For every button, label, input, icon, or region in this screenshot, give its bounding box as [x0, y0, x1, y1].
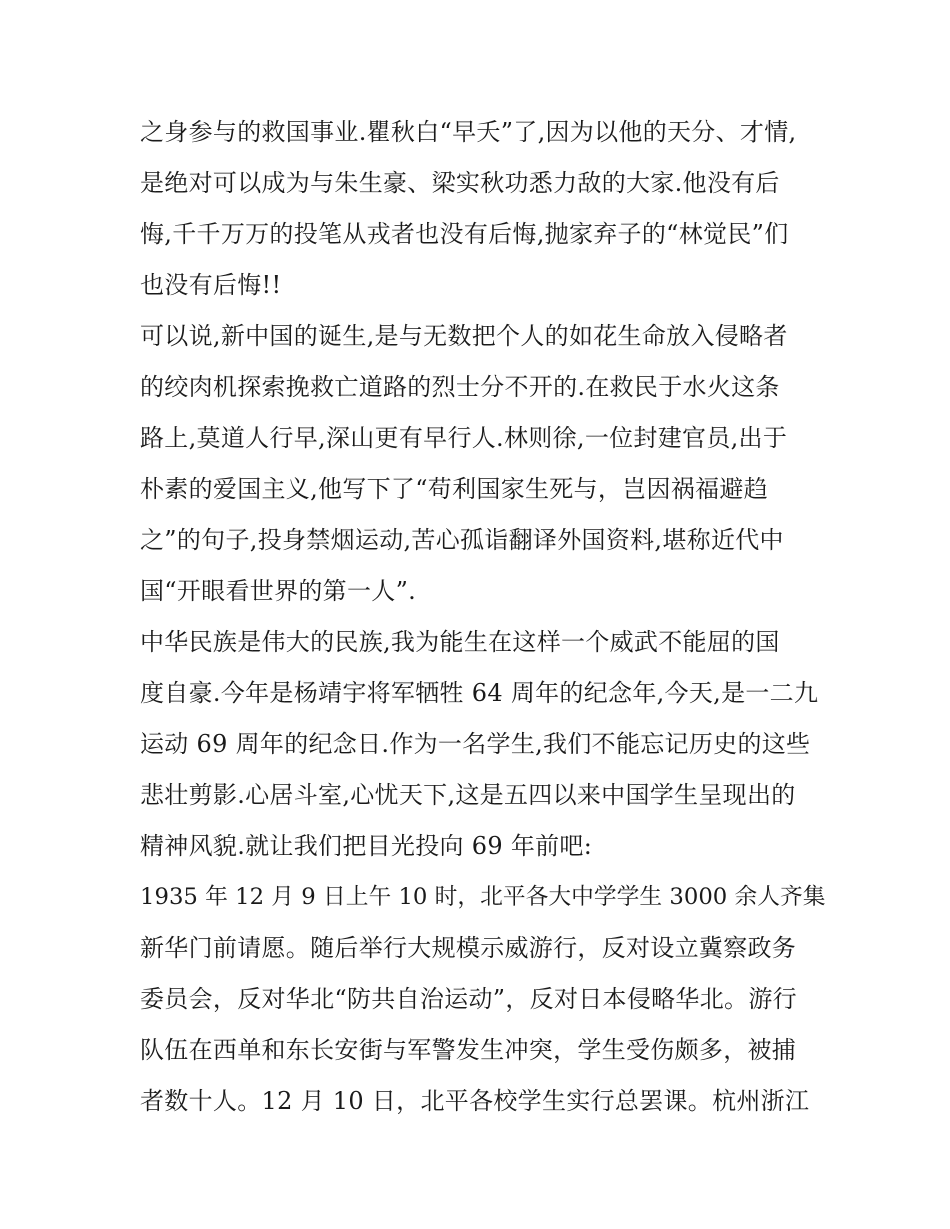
text-line: 委员会，反对华北“防共自治运动”，反对日本侵略华北。游行 — [140, 985, 797, 1013]
text-line: 的绞肉机探索挽救亡道路的烈士分不开的.在救民于水火这条 — [140, 373, 780, 401]
text-line: 精神风貌.就让我们把目光投向 69 年前吧: — [140, 832, 593, 860]
text-line: 度自豪.今年是杨靖宇将军牺牲 64 周年的纪念年,今天,是一二九 — [140, 679, 819, 707]
text-line: 路上,莫道人行早,深山更有早行人.林则徐,一位封建官员,出于 — [140, 424, 788, 452]
text-line: 1935 年 12 月 9 日上午 10 时，北平各大中学学生 3000 余人齐集 — [140, 884, 826, 910]
text-line: 队伍在西单和东长安街与军警发生冲突，学生受伤颇多，被捕 — [140, 1036, 797, 1064]
text-line: 运动 69 周年的纪念日.作为一名学生,我们不能忘记历史的这些 — [140, 730, 811, 758]
text-line: 是绝对可以成为与朱生豪、梁实秋功悉力敌的大家.他没有后 — [140, 169, 780, 197]
text-line: 新华门前请愿。随后举行大规模示威游行，反对设立冀察政务 — [140, 934, 797, 962]
text-line: 之”的句子,投身禁烟运动,苦心孤诣翻译外国资料,堪称近代中 — [140, 526, 784, 554]
text-line: 之身参与的救国事业.瞿秋白“早夭”了,因为以他的天分、才情, — [140, 118, 797, 146]
text-line: 者数十人。12 月 10 日，北平各校学生实行总罢课。杭州浙江 — [140, 1087, 810, 1115]
text-line: 悔,千千万万的投笔从戎者也没有后悔,抛家弃子的“林觉民”们 — [140, 220, 789, 248]
body-text — [140, 107, 830, 1127]
text-line: 悲壮剪影.心居斗室,心忧天下,这是五四以来中国学生呈现出的 — [140, 781, 796, 809]
text-line: 国“开眼看世界的第一人”. — [140, 577, 417, 605]
text-line: 也没有后悔!! — [140, 271, 282, 299]
text-line: 中华民族是伟大的民族,我为能生在这样一个威武不能屈的国 — [140, 628, 780, 656]
text-line: 可以说,新中国的诞生,是与无数把个人的如花生命放入侵略者 — [140, 322, 788, 350]
text-line: 朴素的爱国主义,他写下了“苟利国家生死与，岂因祸福避趋 — [140, 475, 768, 503]
